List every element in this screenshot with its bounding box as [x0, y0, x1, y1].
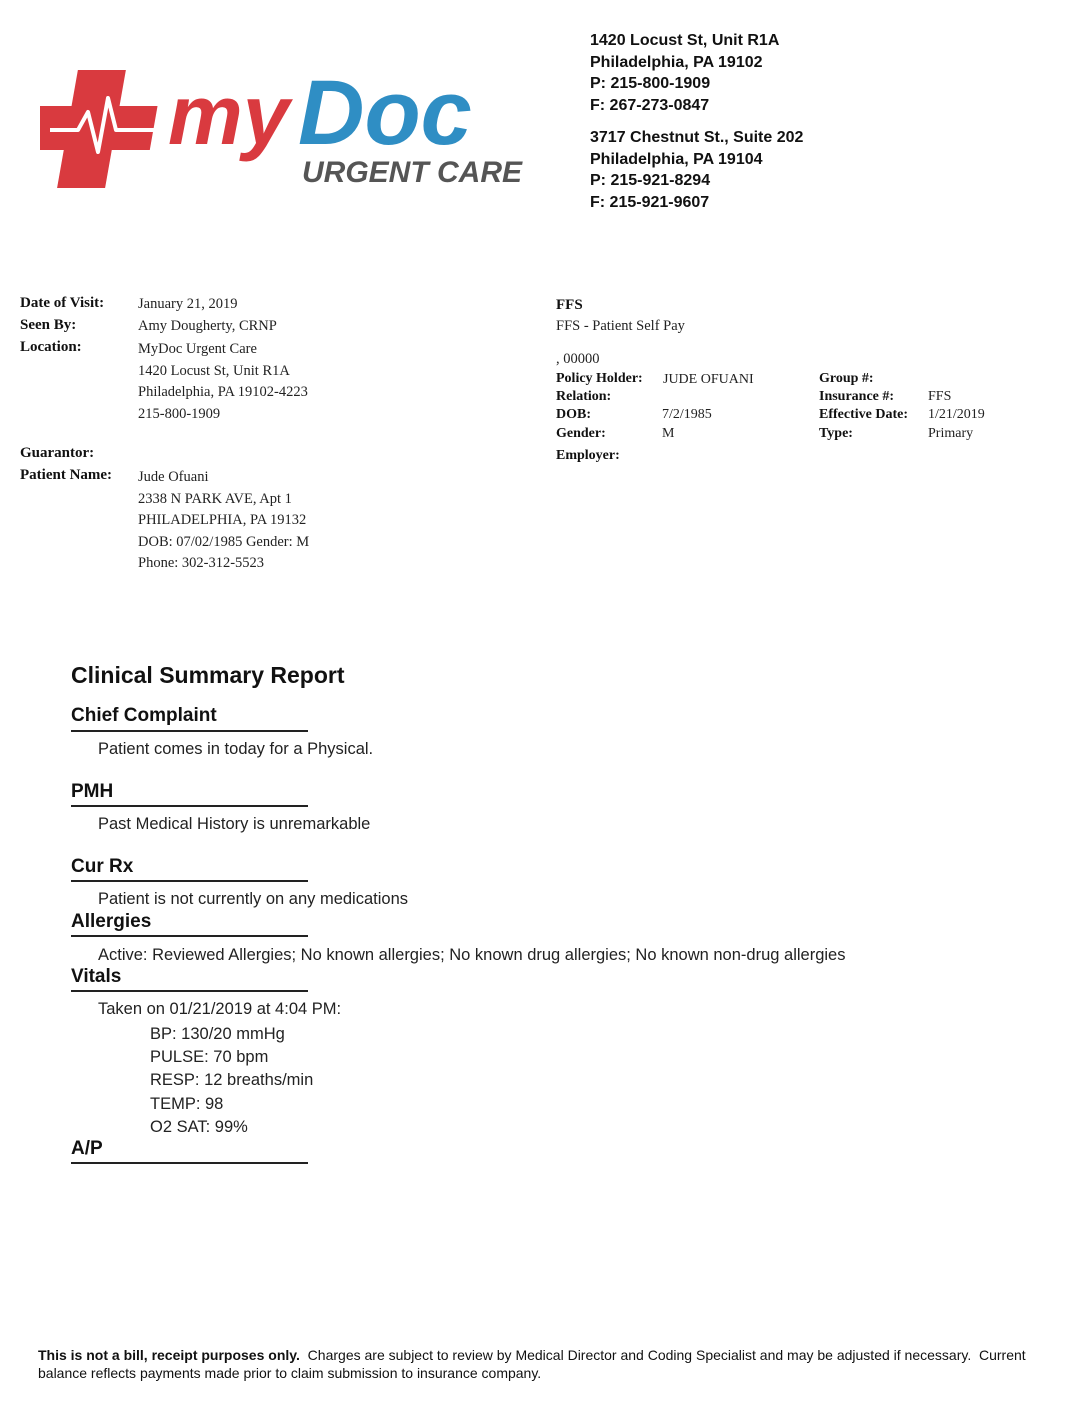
patient-name-label: Patient Name: — [20, 467, 113, 483]
vitals-heading: Vitals — [71, 966, 122, 987]
footer-disclaimer-bold: This is not a bill, receipt purposes only. — [38, 1347, 300, 1363]
chief-complaint-rule — [71, 730, 308, 732]
vitals-rule — [71, 990, 308, 992]
vital-pulse: PULSE: 70 bpm — [150, 1048, 269, 1067]
insurance-number-label: Insurance #: — [819, 389, 895, 404]
group-label: Group #: — [819, 371, 874, 386]
vital-temp: TEMP: 98 — [150, 1094, 224, 1113]
address-block-locust: 1420 Locust St, Unit R1A Philadelphia, PA 19102 P: 215-800-1909 F: 267-273-0847 — [590, 32, 780, 114]
pmh-heading: PMH — [71, 781, 114, 802]
logo-tagline: URGENT CARE — [302, 156, 523, 189]
vital-resp: RESP: 12 breaths/min — [150, 1071, 314, 1090]
cur-rx-rule — [71, 880, 308, 882]
policy-holder-label: Policy Holder: — [556, 371, 643, 386]
vitals-list — [150, 1023, 313, 1139]
seen-by-label: Seen By: — [20, 317, 77, 333]
logo-brand-doc: Doc — [298, 62, 472, 164]
allergies-text: Active: Reviewed Allergies; No known allergies; No known drug allergies; No known non-drug allergies — [98, 946, 846, 964]
logo-brand-my: my — [168, 68, 290, 162]
insurance-plan-desc: FFS - Patient Self Pay — [556, 318, 685, 334]
policy-holder-value: JUDE OFUANI — [663, 372, 754, 387]
gender-value: M — [662, 426, 675, 441]
cur-rx-text: Patient is not currently on any medications — [98, 890, 408, 908]
allergies-rule — [71, 935, 308, 937]
insurance-number-value: FFS — [928, 389, 952, 404]
pmh-rule — [71, 805, 308, 807]
employer-label: Employer: — [556, 448, 620, 463]
vital-bp: BP: 130/20 mmHg — [150, 1025, 285, 1043]
footer-disclaimer — [38, 1346, 1048, 1382]
location-address: MyDoc Urgent Care 1420 Locust St, Unit R1A Philadelphia, PA 19102-4223 215-800-1909 — [138, 341, 308, 422]
patient-details: Jude Ofuani 2338 N PARK AVE, Apt 1 PHILADELPHIA, PA 19132 DOB: 07/02/1985 Gender: M Phone: 302-312-5523 — [138, 469, 310, 571]
guarantor-label: Guarantor: — [20, 445, 95, 461]
chief-complaint-heading: Chief Complaint — [71, 705, 217, 726]
effective-date-value: 1/21/2019 — [928, 407, 985, 422]
gender-label: Gender: — [556, 426, 606, 441]
type-value: Primary — [928, 426, 974, 441]
location-label: Location: — [20, 339, 82, 355]
footer-disclaimer-text: Charges are subject to review by Medical Director and Coding Specialist and may be adjusted if necessary. Current balance reflects payments made prior to claim submission to insurance company. — [38, 1347, 1030, 1381]
address-block-chestnut: 3717 Chestnut St., Suite 202 Philadelphia, PA 19104 P: 215-921-8294 F: 215-921-9607 — [590, 129, 804, 211]
ap-rule — [71, 1162, 308, 1164]
insurance-zip: , 00000 — [556, 351, 600, 367]
report-title: Clinical Summary Report — [71, 662, 345, 688]
dob-label: DOB: — [556, 407, 591, 422]
mydoc-urgent-care-logo — [40, 58, 570, 198]
date-of-visit-label: Date of Visit: — [20, 295, 105, 311]
relation-label: Relation: — [556, 389, 612, 404]
vital-o2-sat: O2 SAT: 99% — [150, 1117, 248, 1136]
chief-complaint-text: Patient comes in today for a Physical. — [98, 740, 374, 758]
date-of-visit-value: January 21, 2019 — [138, 296, 238, 312]
vitals-taken: Taken on 01/21/2019 at 4:04 PM: — [98, 1000, 342, 1018]
pmh-text: Past Medical History is unremarkable — [98, 815, 371, 833]
effective-date-label: Effective Date: — [819, 407, 909, 422]
ap-heading: A/P — [71, 1138, 103, 1159]
seen-by-value: Amy Dougherty, CRNP — [138, 318, 277, 334]
allergies-heading: Allergies — [71, 911, 152, 932]
dob-value: 7/2/1985 — [662, 407, 712, 422]
medical-cross-icon — [40, 70, 160, 188]
insurance-plan: FFS — [556, 297, 583, 313]
type-label: Type: — [819, 426, 853, 441]
cur-rx-heading: Cur Rx — [71, 856, 134, 877]
